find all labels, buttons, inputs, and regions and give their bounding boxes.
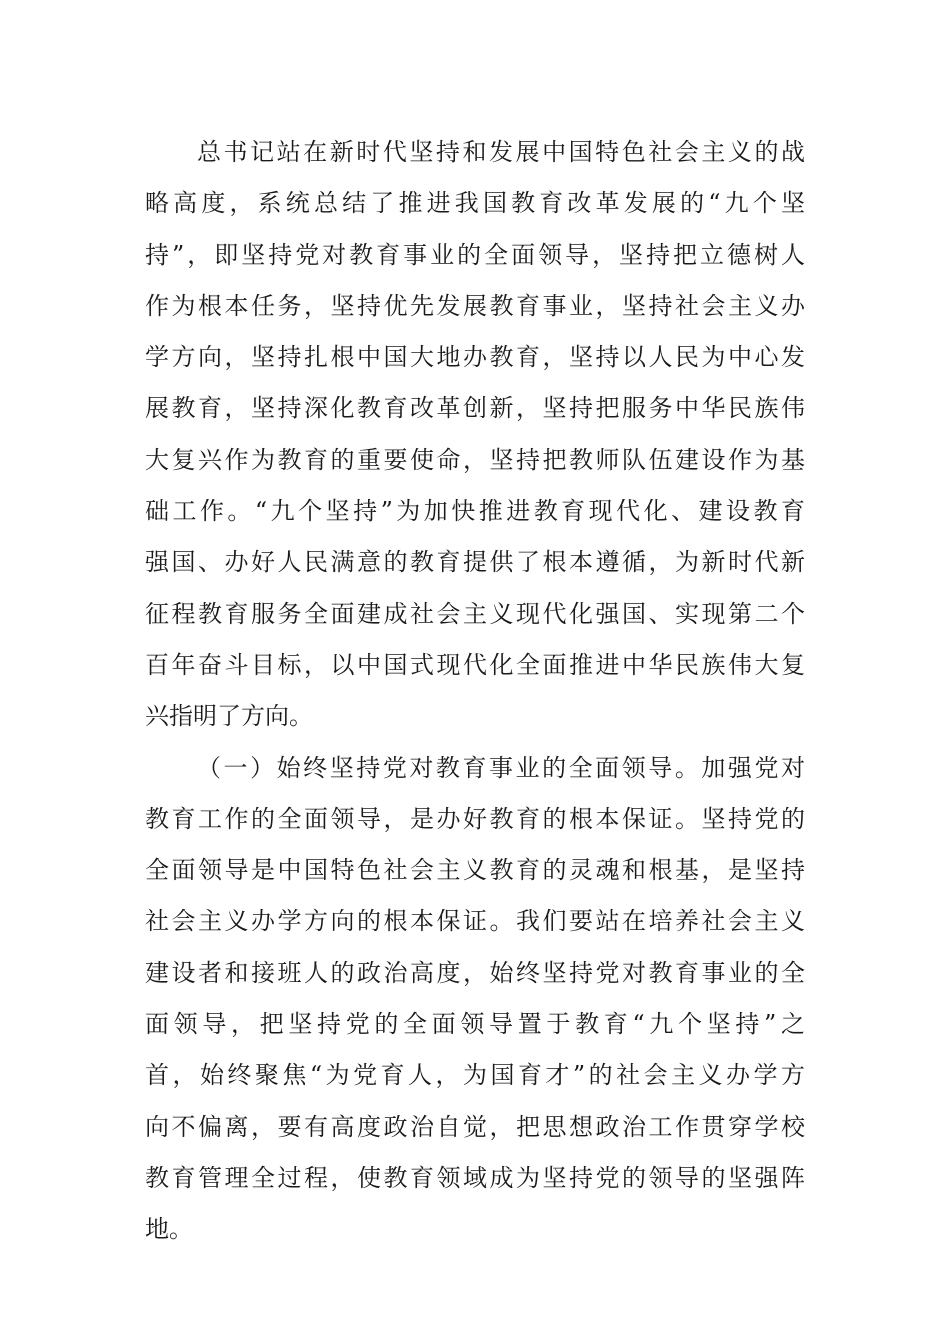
paragraph-line: 略高度，系统总结了推进我国教育改革发展的“九个坚	[145, 189, 805, 218]
paragraph-line: 向不偏离，要有高度政治自觉，把思想政治工作贯穿学校	[145, 1112, 805, 1141]
paragraph-line: 学方向，坚持扎根中国大地办教育，坚持以人民为中心发	[145, 343, 805, 372]
paragraph-line: 教育工作的全面领导，是办好教育的根本保证。坚持党的	[145, 804, 805, 833]
paragraph-1	[145, 127, 805, 743]
paragraph-2	[145, 743, 805, 1256]
paragraph-line: 持”，即坚持党对教育事业的全面领导，坚持把立德树人	[145, 240, 805, 269]
paragraph-line: 展教育，坚持深化教育改革创新，坚持把服务中华民族伟	[145, 394, 805, 423]
paragraph-line: 社会主义办学方向的根本保证。我们要站在培养社会主义	[145, 907, 805, 936]
paragraph-line: 强国、办好人民满意的教育提供了根本遵循，为新时代新	[145, 548, 805, 577]
paragraph-line: 面领导，把坚持党的全面领导置于教育“九个坚持”之	[145, 1010, 805, 1039]
paragraph-line: 百年奋斗目标，以中国式现代化全面推进中华民族伟大复	[145, 650, 805, 679]
paragraph-line: 建设者和接班人的政治高度，始终坚持党对教育事业的全	[145, 958, 805, 987]
paragraph-line: 作为根本任务，坚持优先发展教育事业，坚持社会主义办	[145, 291, 805, 320]
paragraph-line: 全面领导是中国特色社会主义教育的灵魂和根基，是坚持	[145, 856, 805, 885]
paragraph-line: 兴指明了方向。	[145, 702, 313, 731]
paragraph-line: 地。	[145, 1215, 193, 1244]
paragraph-line: 首，始终聚焦“为党育人，为国育才”的社会主义办学方	[145, 1061, 805, 1090]
paragraph-line: 大复兴作为教育的重要使命，坚持把教师队伍建设作为基	[145, 445, 805, 474]
paragraph-line: 础工作。“九个坚持”为加快推进教育现代化、建设教育	[145, 497, 805, 526]
paragraph-line: 教育管理全过程，使教育领域成为坚持党的领导的坚强阵	[145, 1163, 805, 1192]
document-page	[145, 127, 805, 1256]
paragraph-line: 总书记站在新时代坚持和发展中国特色社会主义的战	[197, 138, 805, 166]
paragraph-line: 征程教育服务全面建成社会主义现代化强国、实现第二个	[145, 599, 805, 628]
paragraph-line: （一）始终坚持党对教育事业的全面领导。加强党对	[197, 753, 805, 782]
